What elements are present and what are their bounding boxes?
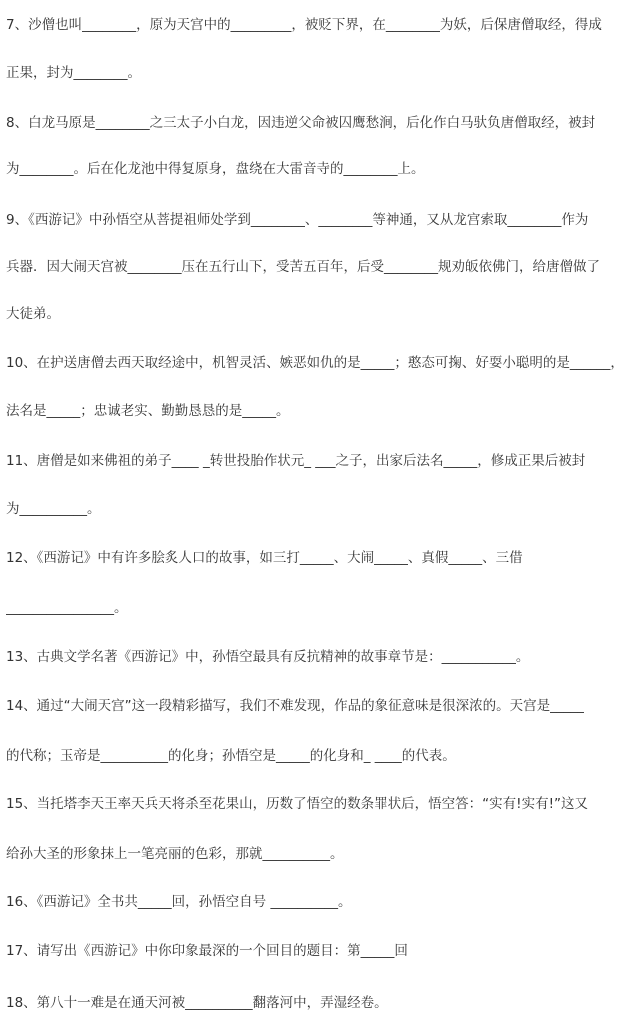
- question-14-line-2: 的代称；玉帝是__________的化身；孙悟空是_____的化身和_ ____的代表。: [6, 748, 456, 764]
- question-8-line-1: 8、白龙马原是________之三太子小白龙，因违逆父命被囚鹰愁涧，后化作白马驮负唐僧取经，被封: [6, 115, 596, 131]
- question-11-line-2: 为__________。: [6, 501, 101, 517]
- question-11-line-1: 11、唐僧是如来佛祖的弟子____ _转世投胎作状元_ ___之子，出家后法名_____，修成正果后被封: [6, 453, 586, 469]
- question-12-line-2: ________________。: [6, 600, 128, 616]
- question-15-line-2: 给孙大圣的形象抹上一笔亮丽的色彩，那就__________。: [6, 846, 344, 862]
- question-13-line-1: 13、古典文学名著《西游记》中，孙悟空最具有反抗精神的故事章节是：___________。: [6, 649, 530, 665]
- question-14-line-1: 14、通过“大闹天宫”这一段精彩描写，我们不难发现，作品的象征意味是很深浓的。天宫是_____: [6, 698, 584, 714]
- question-17-line-1: 17、请写出《西游记》中你印象最深的一个回目的题目：第_____回: [6, 943, 408, 959]
- question-18-line-1: 18、第八十一难是在通天河被__________翻落河中，弄湿经卷。: [6, 995, 388, 1011]
- question-10-line-2: 法名是_____；忠诚老实、勤勤恳恳的是_____。: [6, 403, 290, 419]
- question-7-line-2: 正果，封为________。: [6, 65, 141, 81]
- question-9-line-3: 大徒弟。: [6, 306, 60, 322]
- question-12-line-1: 12、《西游记》中有许多脍炙人口的故事，如三打_____、大闹_____、真假_____、三借: [6, 550, 523, 566]
- question-15-line-1: 15、当托塔李天王率天兵天将杀至花果山，历数了悟空的数条罪状后，悟空答：“实有!实有!”这又: [6, 796, 588, 812]
- question-7-line-1: 7、沙僧也叫________，原为天宫中的_________，被贬下界，在________为妖，后保唐僧取经，得成: [6, 17, 602, 33]
- question-8-line-2: 为________。后在化龙池中得复原身，盘绕在大雷音寺的________上。: [6, 161, 425, 177]
- question-16-line-1: 16、《西游记》全书共_____回，孙悟空自号 __________。: [6, 894, 352, 910]
- question-9-line-1: 9、《西游记》中孙悟空从菩提祖师处学到________、________等神通，又从龙宫索取________作为: [6, 212, 589, 228]
- question-10-line-1: 10、在护送唐僧去西天取经途中，机智灵活、嫉恶如仇的是_____；憨态可掬、好耍小聪明的是______，: [6, 355, 624, 371]
- question-9-line-2: 兵器．因大闹天宫被________压在五行山下，受苦五百年，后受________规劝皈依佛门，给唐僧做了: [6, 259, 600, 275]
